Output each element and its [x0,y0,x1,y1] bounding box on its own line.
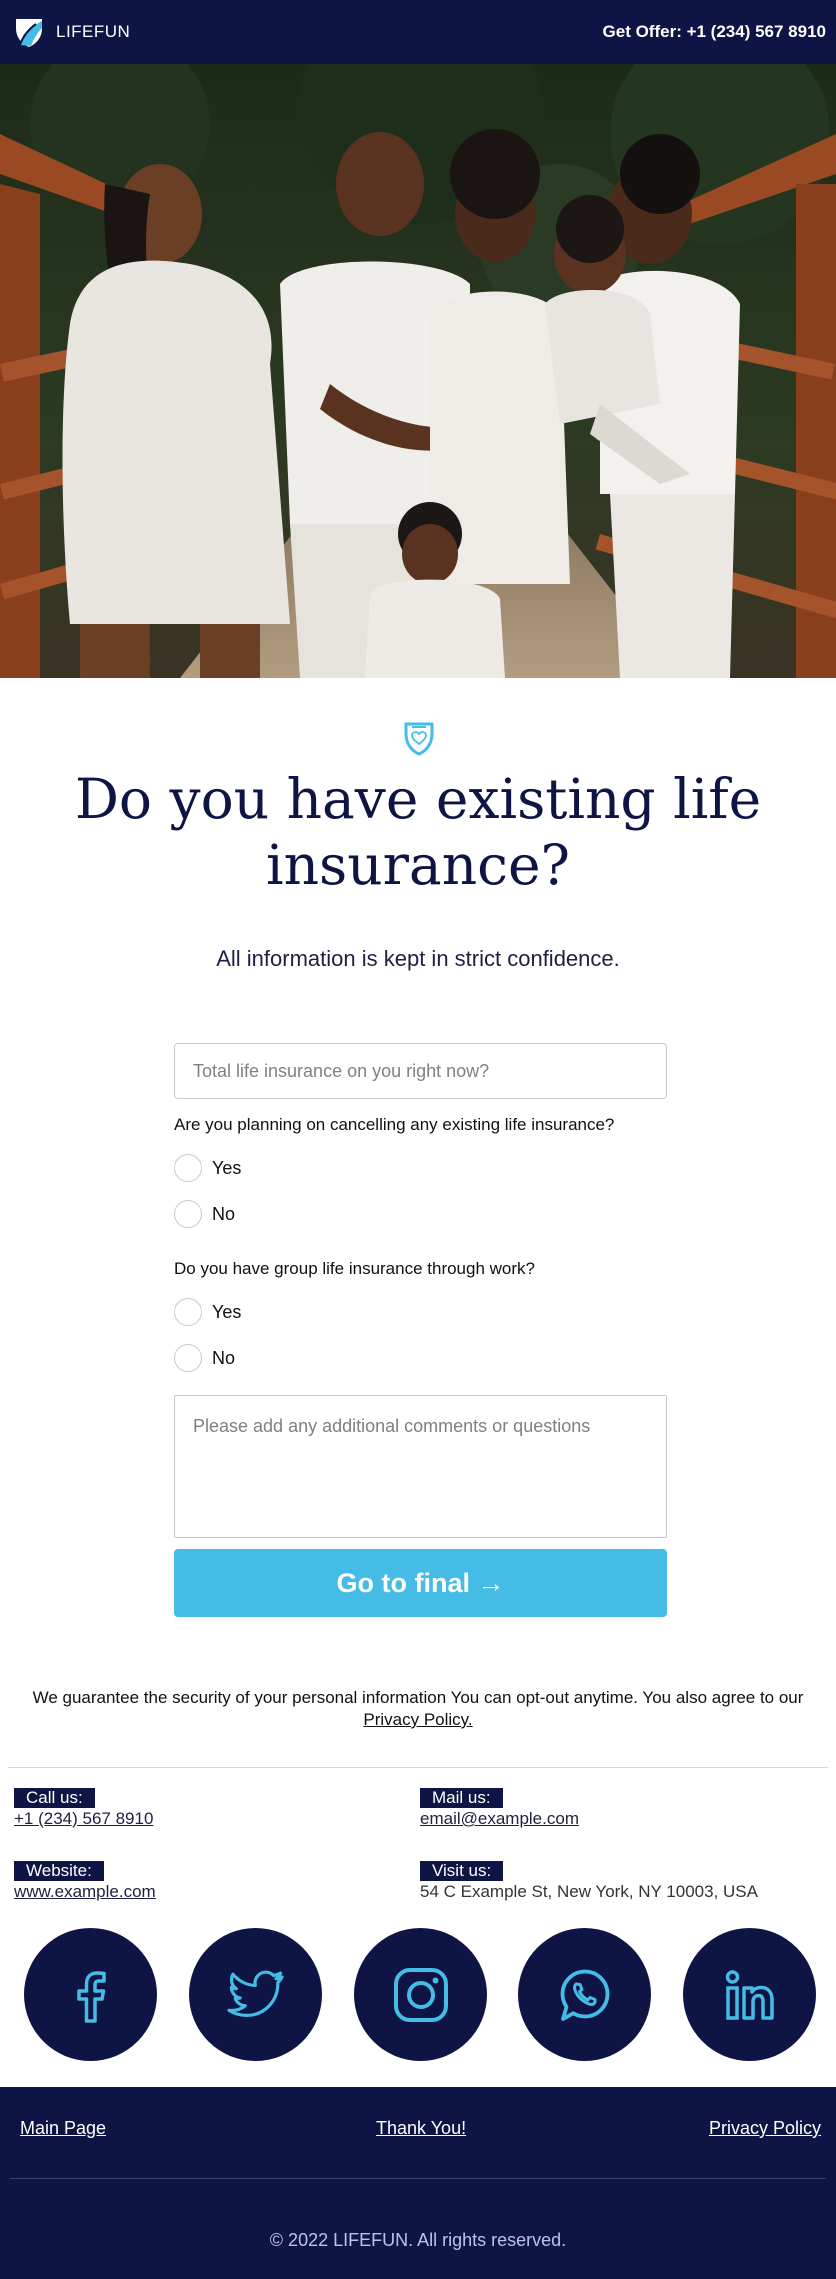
website-block [14,1861,394,1902]
cancel-yes-radio[interactable] [174,1145,667,1191]
group-question-label: Do you have group life insurance through work? [174,1259,535,1278]
instagram-icon [389,1963,453,2027]
total-insurance-input[interactable] [174,1043,667,1099]
mail-us-label: Mail us: [420,1788,503,1808]
twitter-icon [224,1963,288,2027]
radio-circle[interactable] [174,1154,202,1182]
website-link[interactable]: www.example.com [14,1882,156,1901]
email-link[interactable]: email@example.com [420,1809,579,1828]
whatsapp-icon [553,1963,617,2027]
go-to-final-button[interactable]: Go to final → [174,1549,667,1617]
visit-us-block [420,1861,830,1902]
address-text: 54 C Example St, New York, NY 10003, USA [420,1882,758,1901]
instagram-button[interactable] [354,1928,487,2061]
facebook-button[interactable] [24,1928,157,2061]
mail-us-block [420,1788,820,1829]
hero-family-photo [0,64,836,678]
site-header [0,0,836,64]
footer-divider [10,2178,826,2179]
footer-nav [20,2118,821,2142]
group-no-radio[interactable] [174,1335,667,1381]
guarantee-text: We guarantee the security of your personal information You can opt-out anytime. You also agree to our [32,1688,804,1707]
radio-circle[interactable] [174,1344,202,1372]
radio-label: Yes [212,1157,242,1178]
copyright-text: © 2022 LIFEFUN. All rights reserved. [269,2230,567,2250]
cancel-no-radio[interactable] [174,1191,667,1237]
linkedin-button[interactable] [683,1928,816,2061]
linkedin-icon [718,1963,782,2027]
shield-logo-icon [14,16,44,48]
shield-heart-icon [403,720,435,756]
cancel-question-label: Are you planning on cancelling any existing life insurance? [174,1115,615,1134]
page-title: Do you have existing life insurance? [74,767,762,897]
call-us-label: Call us: [14,1788,95,1808]
facebook-icon [59,1963,123,2027]
website-label: Website: [14,1861,104,1881]
call-us-block [14,1788,394,1829]
get-offer-phone-link[interactable]: Get Offer: +1 (234) 567 8910 [602,22,826,41]
guarantee-notice [10,1687,826,1731]
visit-us-label: Visit us: [420,1861,503,1881]
divider [8,1767,828,1768]
phone-link[interactable]: +1 (234) 567 8910 [14,1809,154,1828]
whatsapp-button[interactable] [518,1928,651,2061]
insurance-form [174,1043,667,1617]
confidentiality-subtitle: All information is kept in strict confidence. [216,946,620,971]
radio-label: No [212,1203,236,1224]
twitter-button[interactable] [189,1928,322,2061]
site-footer [0,2087,836,2279]
comments-textarea[interactable] [174,1395,667,1538]
radio-circle[interactable] [174,1298,202,1326]
group-yes-radio[interactable] [174,1289,667,1335]
family-photo-image [0,64,836,678]
brand-name: LIFEFUN [56,22,131,41]
privacy-policy-link[interactable]: Privacy Policy. [363,1710,473,1729]
radio-label: No [212,1347,236,1368]
footer-link-main-page[interactable]: Main Page [20,2118,107,2138]
footer-link-thank-you[interactable]: Thank You! [376,2118,467,2138]
radio-label: Yes [212,1301,242,1322]
radio-circle[interactable] [174,1200,202,1228]
footer-link-privacy-policy[interactable]: Privacy Policy [708,2118,821,2138]
brand[interactable] [14,16,130,48]
